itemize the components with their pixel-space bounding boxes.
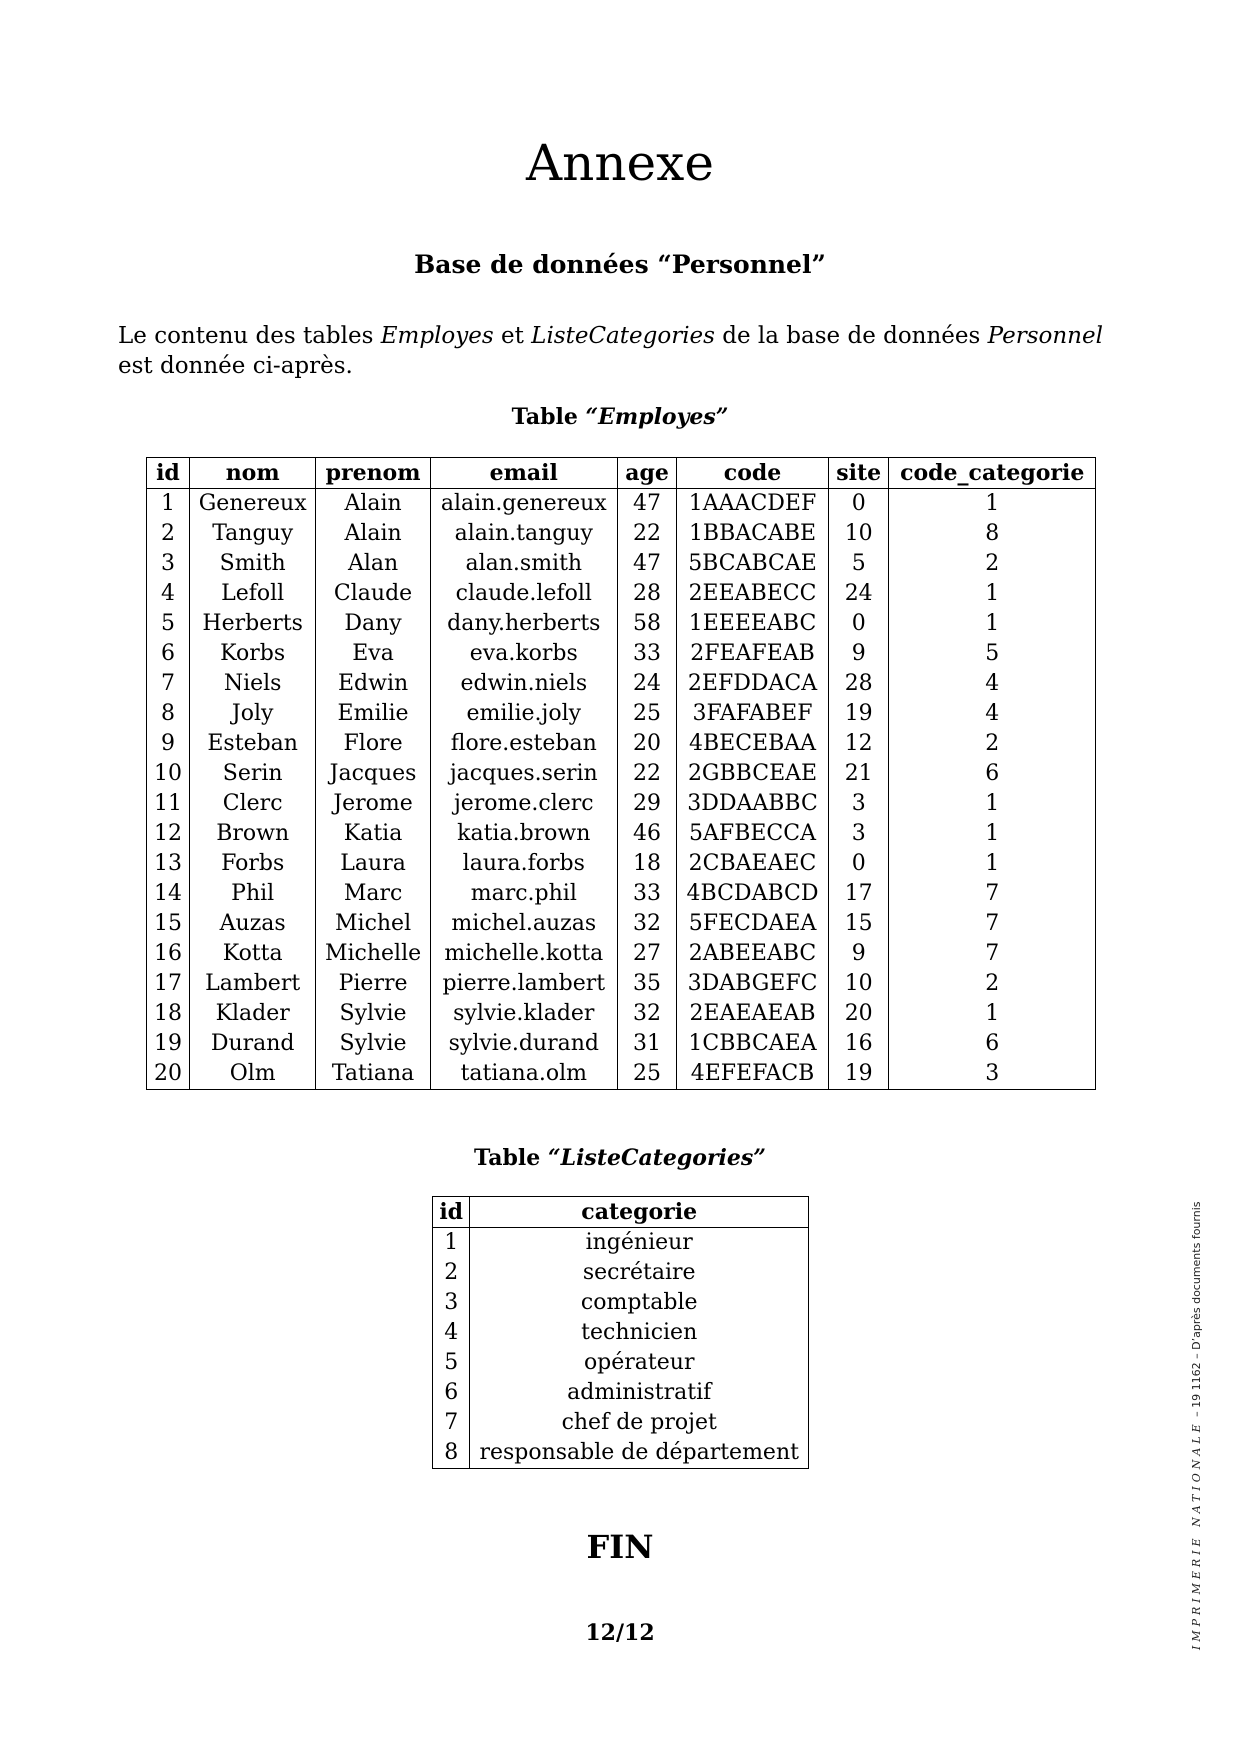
cell-id: 2 bbox=[433, 1258, 470, 1288]
table-row bbox=[433, 1258, 809, 1288]
cell-age: 47 bbox=[617, 549, 676, 579]
table-row bbox=[147, 819, 1096, 849]
cell-prenom: Michel bbox=[316, 909, 430, 939]
column-header-age: age bbox=[617, 458, 676, 489]
cell-id: 9 bbox=[147, 729, 190, 759]
table-row bbox=[147, 1029, 1096, 1059]
cell-prenom: Alain bbox=[316, 489, 430, 520]
cell-code: 2CBAEAEC bbox=[677, 849, 829, 879]
table-header-row bbox=[433, 1197, 809, 1228]
categories-table bbox=[432, 1196, 809, 1469]
table-row bbox=[147, 789, 1096, 819]
cell-prenom: Sylvie bbox=[316, 999, 430, 1029]
cell-code-categorie: 7 bbox=[889, 909, 1096, 939]
cell-email: jacques.serin bbox=[430, 759, 617, 789]
table-row bbox=[147, 609, 1096, 639]
cell-site: 5 bbox=[828, 549, 889, 579]
printer-side-note bbox=[1190, 1202, 1203, 1651]
cell-age: 32 bbox=[617, 999, 676, 1029]
employes-caption-prefix: Table bbox=[511, 404, 586, 430]
cell-age: 25 bbox=[617, 1059, 676, 1090]
cell-prenom: Edwin bbox=[316, 669, 430, 699]
cell-code-categorie: 8 bbox=[889, 519, 1096, 549]
cell-code: 2GBBCEAE bbox=[677, 759, 829, 789]
table-row bbox=[147, 879, 1096, 909]
cell-nom: Olm bbox=[189, 1059, 316, 1090]
cell-nom: Esteban bbox=[189, 729, 316, 759]
cell-id: 2 bbox=[147, 519, 190, 549]
cell-prenom: Alan bbox=[316, 549, 430, 579]
table-row bbox=[433, 1288, 809, 1318]
cell-code-categorie: 1 bbox=[889, 999, 1096, 1029]
cell-email: laura.forbs bbox=[430, 849, 617, 879]
cell-code: 1EEEEABC bbox=[677, 609, 829, 639]
table-row bbox=[147, 1059, 1096, 1090]
cell-email: katia.brown bbox=[430, 819, 617, 849]
cell-id: 10 bbox=[147, 759, 190, 789]
table-row bbox=[147, 939, 1096, 969]
cell-site: 0 bbox=[828, 489, 889, 520]
cell-age: 35 bbox=[617, 969, 676, 999]
cell-code: 1CBBCAEA bbox=[677, 1029, 829, 1059]
cell-site: 12 bbox=[828, 729, 889, 759]
cell-age: 28 bbox=[617, 579, 676, 609]
cell-prenom: Katia bbox=[316, 819, 430, 849]
cell-age: 25 bbox=[617, 699, 676, 729]
cell-prenom: Alain bbox=[316, 519, 430, 549]
cell-id: 11 bbox=[147, 789, 190, 819]
cell-site: 3 bbox=[828, 789, 889, 819]
cell-code-categorie: 1 bbox=[889, 579, 1096, 609]
cell-site: 10 bbox=[828, 969, 889, 999]
cell-email: alain.tanguy bbox=[430, 519, 617, 549]
cell-email: alain.genereux bbox=[430, 489, 617, 520]
intro-emphasis-listecategories: ListeCategories bbox=[531, 323, 715, 349]
printer-reference: – 19 1162 – D’après documents fournis bbox=[1190, 1201, 1203, 1421]
cell-code-categorie: 3 bbox=[889, 1059, 1096, 1090]
table-row bbox=[147, 909, 1096, 939]
cell-nom: Auzas bbox=[189, 909, 316, 939]
cell-code: 1AAACDEF bbox=[677, 489, 829, 520]
cell-id: 19 bbox=[147, 1029, 190, 1059]
cell-site: 17 bbox=[828, 879, 889, 909]
categories-caption-name: “ListeCategories” bbox=[547, 1145, 766, 1171]
cell-email: emilie.joly bbox=[430, 699, 617, 729]
cell-site: 10 bbox=[828, 519, 889, 549]
categories-table-caption bbox=[0, 1145, 1240, 1171]
cell-email: pierre.lambert bbox=[430, 969, 617, 999]
categories-caption-prefix: Table bbox=[474, 1145, 548, 1171]
cell-code-categorie: 1 bbox=[889, 849, 1096, 879]
cell-id: 13 bbox=[147, 849, 190, 879]
cell-categorie: administratif bbox=[470, 1378, 809, 1408]
cell-code: 2EAEAEAB bbox=[677, 999, 829, 1029]
table-row bbox=[147, 489, 1096, 520]
cell-code: 4BCDABCD bbox=[677, 879, 829, 909]
cell-site: 19 bbox=[828, 1059, 889, 1090]
table-row bbox=[147, 549, 1096, 579]
cell-code: 2FEAFEAB bbox=[677, 639, 829, 669]
cell-site: 19 bbox=[828, 699, 889, 729]
table-row bbox=[433, 1348, 809, 1378]
intro-emphasis-personnel: Personnel bbox=[987, 323, 1103, 349]
section-title: Base de données “Personnel” bbox=[414, 249, 826, 279]
cell-email: edwin.niels bbox=[430, 669, 617, 699]
intro-text-3: de la base de données bbox=[714, 323, 988, 349]
column-header-code: code bbox=[677, 458, 829, 489]
cell-site: 3 bbox=[828, 819, 889, 849]
table-row bbox=[147, 849, 1096, 879]
cell-email: flore.esteban bbox=[430, 729, 617, 759]
cell-site: 15 bbox=[828, 909, 889, 939]
cell-nom: Niels bbox=[189, 669, 316, 699]
employes-caption-name: “Employes” bbox=[585, 404, 729, 430]
cell-nom: Phil bbox=[189, 879, 316, 909]
column-header-id: id bbox=[147, 458, 190, 489]
cell-nom: Genereux bbox=[189, 489, 316, 520]
cell-id: 5 bbox=[147, 609, 190, 639]
cell-email: michel.auzas bbox=[430, 909, 617, 939]
cell-code: 3DABGEFC bbox=[677, 969, 829, 999]
cell-email: marc.phil bbox=[430, 879, 617, 909]
cell-id: 8 bbox=[433, 1438, 470, 1469]
cell-id: 3 bbox=[433, 1288, 470, 1318]
page-number: 12/12 bbox=[585, 1620, 655, 1646]
table-row bbox=[147, 969, 1096, 999]
cell-prenom: Marc bbox=[316, 879, 430, 909]
printer-name: IMPRIMERIE NATIONALE bbox=[1190, 1420, 1203, 1650]
intro-text-1: Le contenu des tables bbox=[118, 323, 381, 349]
cell-id: 12 bbox=[147, 819, 190, 849]
cell-prenom: Dany bbox=[316, 609, 430, 639]
cell-nom: Korbs bbox=[189, 639, 316, 669]
cell-age: 24 bbox=[617, 669, 676, 699]
cell-prenom: Jacques bbox=[316, 759, 430, 789]
cell-code: 5FECDAEA bbox=[677, 909, 829, 939]
cell-age: 33 bbox=[617, 879, 676, 909]
table-row bbox=[147, 579, 1096, 609]
cell-site: 16 bbox=[828, 1029, 889, 1059]
cell-age: 20 bbox=[617, 729, 676, 759]
cell-id: 15 bbox=[147, 909, 190, 939]
cell-email: eva.korbs bbox=[430, 639, 617, 669]
employes-table bbox=[146, 457, 1096, 1090]
cell-email: sylvie.durand bbox=[430, 1029, 617, 1059]
cell-code: 2EFDDACA bbox=[677, 669, 829, 699]
cell-email: michelle.kotta bbox=[430, 939, 617, 969]
cell-categorie: secrétaire bbox=[470, 1258, 809, 1288]
column-header-prenom: prenom bbox=[316, 458, 430, 489]
table-row bbox=[433, 1228, 809, 1259]
fin-label: FIN bbox=[586, 1528, 654, 1566]
cell-id: 1 bbox=[433, 1228, 470, 1259]
cell-code: 3FAFABEF bbox=[677, 699, 829, 729]
cell-nom: Lefoll bbox=[189, 579, 316, 609]
cell-site: 9 bbox=[828, 639, 889, 669]
column-header-id: id bbox=[433, 1197, 470, 1228]
page-title: Annexe bbox=[526, 133, 714, 192]
cell-code-categorie: 7 bbox=[889, 879, 1096, 909]
cell-nom: Brown bbox=[189, 819, 316, 849]
cell-site: 24 bbox=[828, 579, 889, 609]
cell-id: 6 bbox=[147, 639, 190, 669]
cell-categorie: responsable de département bbox=[470, 1438, 809, 1469]
cell-age: 31 bbox=[617, 1029, 676, 1059]
cell-id: 6 bbox=[433, 1378, 470, 1408]
cell-code-categorie: 7 bbox=[889, 939, 1096, 969]
column-header-code-categorie: code_categorie bbox=[889, 458, 1096, 489]
cell-code-categorie: 6 bbox=[889, 759, 1096, 789]
cell-id: 16 bbox=[147, 939, 190, 969]
cell-nom: Klader bbox=[189, 999, 316, 1029]
cell-code-categorie: 2 bbox=[889, 549, 1096, 579]
cell-prenom: Laura bbox=[316, 849, 430, 879]
cell-prenom: Jerome bbox=[316, 789, 430, 819]
cell-email: claude.lefoll bbox=[430, 579, 617, 609]
cell-code: 5AFBECCA bbox=[677, 819, 829, 849]
cell-email: sylvie.klader bbox=[430, 999, 617, 1029]
cell-code-categorie: 4 bbox=[889, 699, 1096, 729]
table-row bbox=[147, 639, 1096, 669]
cell-site: 0 bbox=[828, 849, 889, 879]
cell-prenom: Sylvie bbox=[316, 1029, 430, 1059]
cell-email: alan.smith bbox=[430, 549, 617, 579]
cell-code-categorie: 1 bbox=[889, 789, 1096, 819]
cell-site: 9 bbox=[828, 939, 889, 969]
cell-nom: Forbs bbox=[189, 849, 316, 879]
cell-code-categorie: 5 bbox=[889, 639, 1096, 669]
cell-id: 1 bbox=[147, 489, 190, 520]
intro-text-4: est donnée ci-après. bbox=[118, 353, 353, 379]
cell-prenom: Flore bbox=[316, 729, 430, 759]
cell-email: dany.herberts bbox=[430, 609, 617, 639]
cell-nom: Lambert bbox=[189, 969, 316, 999]
cell-code: 4EFEFACB bbox=[677, 1059, 829, 1090]
cell-email: jerome.clerc bbox=[430, 789, 617, 819]
cell-code: 5BCABCAE bbox=[677, 549, 829, 579]
cell-id: 4 bbox=[433, 1318, 470, 1348]
cell-age: 29 bbox=[617, 789, 676, 819]
cell-id: 14 bbox=[147, 879, 190, 909]
cell-id: 20 bbox=[147, 1059, 190, 1090]
table-row bbox=[147, 729, 1096, 759]
cell-site: 28 bbox=[828, 669, 889, 699]
cell-nom: Tanguy bbox=[189, 519, 316, 549]
column-header-site: site bbox=[828, 458, 889, 489]
table-row bbox=[433, 1318, 809, 1348]
table-row bbox=[433, 1378, 809, 1408]
cell-prenom: Claude bbox=[316, 579, 430, 609]
cell-age: 32 bbox=[617, 909, 676, 939]
cell-code: 3DDAABBC bbox=[677, 789, 829, 819]
cell-code: 2EEABECC bbox=[677, 579, 829, 609]
table-row bbox=[433, 1408, 809, 1438]
cell-id: 7 bbox=[147, 669, 190, 699]
table-row bbox=[147, 699, 1096, 729]
table-row bbox=[147, 669, 1096, 699]
cell-code-categorie: 2 bbox=[889, 969, 1096, 999]
cell-nom: Durand bbox=[189, 1029, 316, 1059]
cell-categorie: chef de projet bbox=[470, 1408, 809, 1438]
cell-age: 46 bbox=[617, 819, 676, 849]
cell-id: 18 bbox=[147, 999, 190, 1029]
column-header-email: email bbox=[430, 458, 617, 489]
cell-code-categorie: 6 bbox=[889, 1029, 1096, 1059]
cell-code: 1BBACABE bbox=[677, 519, 829, 549]
cell-prenom: Eva bbox=[316, 639, 430, 669]
cell-nom: Smith bbox=[189, 549, 316, 579]
cell-age: 22 bbox=[617, 519, 676, 549]
intro-paragraph bbox=[118, 321, 1123, 381]
cell-age: 27 bbox=[617, 939, 676, 969]
cell-categorie: technicien bbox=[470, 1318, 809, 1348]
cell-nom: Herberts bbox=[189, 609, 316, 639]
cell-nom: Joly bbox=[189, 699, 316, 729]
table-row bbox=[433, 1438, 809, 1469]
cell-id: 17 bbox=[147, 969, 190, 999]
cell-categorie: comptable bbox=[470, 1288, 809, 1318]
cell-categorie: opérateur bbox=[470, 1348, 809, 1378]
intro-text-2: et bbox=[493, 323, 532, 349]
cell-code-categorie: 1 bbox=[889, 489, 1096, 520]
table-header-row bbox=[147, 458, 1096, 489]
cell-id: 3 bbox=[147, 549, 190, 579]
cell-id: 5 bbox=[433, 1348, 470, 1378]
cell-prenom: Michelle bbox=[316, 939, 430, 969]
cell-code-categorie: 1 bbox=[889, 609, 1096, 639]
cell-code-categorie: 1 bbox=[889, 819, 1096, 849]
cell-id: 7 bbox=[433, 1408, 470, 1438]
cell-code-categorie: 4 bbox=[889, 669, 1096, 699]
cell-code-categorie: 2 bbox=[889, 729, 1096, 759]
column-header-categorie: categorie bbox=[470, 1197, 809, 1228]
table-row bbox=[147, 519, 1096, 549]
cell-prenom: Tatiana bbox=[316, 1059, 430, 1090]
cell-categorie: ingénieur bbox=[470, 1228, 809, 1259]
cell-email: tatiana.olm bbox=[430, 1059, 617, 1090]
cell-age: 58 bbox=[617, 609, 676, 639]
cell-nom: Kotta bbox=[189, 939, 316, 969]
cell-nom: Serin bbox=[189, 759, 316, 789]
cell-site: 0 bbox=[828, 609, 889, 639]
cell-age: 47 bbox=[617, 489, 676, 520]
cell-age: 18 bbox=[617, 849, 676, 879]
table-row bbox=[147, 759, 1096, 789]
cell-age: 33 bbox=[617, 639, 676, 669]
intro-emphasis-employes: Employes bbox=[380, 323, 494, 349]
cell-id: 8 bbox=[147, 699, 190, 729]
column-header-nom: nom bbox=[189, 458, 316, 489]
employes-table-caption bbox=[0, 404, 1240, 430]
table-row bbox=[147, 999, 1096, 1029]
cell-age: 22 bbox=[617, 759, 676, 789]
cell-code: 4BECEBAA bbox=[677, 729, 829, 759]
cell-id: 4 bbox=[147, 579, 190, 609]
cell-prenom: Pierre bbox=[316, 969, 430, 999]
cell-code: 2ABEEABC bbox=[677, 939, 829, 969]
cell-prenom: Emilie bbox=[316, 699, 430, 729]
cell-nom: Clerc bbox=[189, 789, 316, 819]
cell-site: 21 bbox=[828, 759, 889, 789]
cell-site: 20 bbox=[828, 999, 889, 1029]
